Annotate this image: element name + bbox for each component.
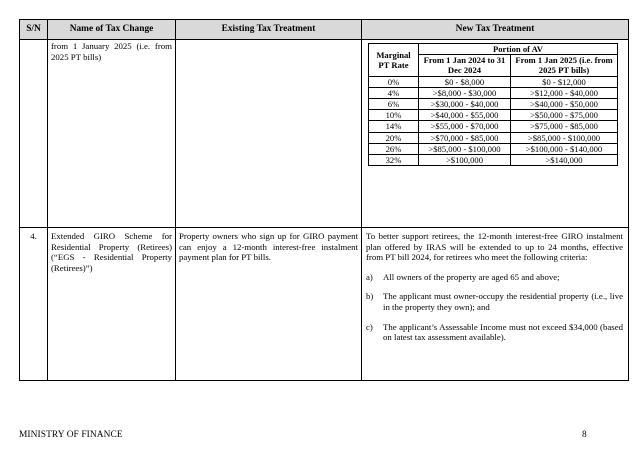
tax-changes-table xyxy=(19,19,629,381)
new-treatment-cell xyxy=(362,228,629,381)
criteria-list xyxy=(366,272,623,343)
name-cell: from 1 January 2025 (i.e. from 2025 PT bills) xyxy=(48,40,176,228)
criteria-marker: b) xyxy=(366,291,374,302)
portion-2025-cell: >$75,000 - $85,000 xyxy=(511,121,618,132)
rate-cell: 6% xyxy=(369,99,419,110)
criteria-marker: a) xyxy=(366,271,373,282)
portion-2024-cell: >$70,000 - $85,000 xyxy=(419,132,511,143)
table-row xyxy=(20,40,629,228)
table-row xyxy=(20,228,629,381)
rate-cell: 0% xyxy=(369,76,419,87)
header-new: New Tax Treatment xyxy=(362,20,629,40)
rate-cell: 4% xyxy=(369,87,419,98)
rate-row xyxy=(369,132,618,143)
rate-row xyxy=(369,87,618,98)
rates-header-portion: Portion of AV xyxy=(419,44,618,55)
existing-cell xyxy=(176,40,362,228)
criteria-text: The applicant must owner-occupy the residential property (i.e., live in the property they own); and xyxy=(383,291,623,312)
new-treatment-cell xyxy=(362,40,629,228)
portion-2024-cell: >$100,000 xyxy=(419,155,511,166)
portion-2024-cell: $0 - $8,000 xyxy=(419,76,511,87)
list-item xyxy=(366,322,623,343)
portion-2025-cell: >$85,000 - $100,000 xyxy=(511,132,618,143)
list-item xyxy=(366,272,623,283)
portion-2025-cell: >$140,000 xyxy=(511,155,618,166)
rate-cell: 14% xyxy=(369,121,419,132)
rates-header-2024: From 1 Jan 2024 to 31 Dec 2024 xyxy=(419,55,511,76)
rates-header-rate: Marginal PT Rate xyxy=(369,44,419,77)
portion-2025-cell: >$100,000 - $140,000 xyxy=(511,143,618,154)
header-sn: S/N xyxy=(20,20,48,40)
rate-cell: 10% xyxy=(369,110,419,121)
criteria-text: All owners of the property are aged 65 and above; xyxy=(383,271,560,282)
criteria-marker: c) xyxy=(366,321,373,332)
rate-cell: 26% xyxy=(369,143,419,154)
rate-row xyxy=(369,121,618,132)
rate-row xyxy=(369,76,618,87)
footer-ministry: MINISTRY OF FINANCE xyxy=(19,430,123,440)
list-item xyxy=(366,291,623,312)
portion-2025-cell: >$12,000 - $40,000 xyxy=(511,87,618,98)
portion-2024-cell: >$30,000 - $40,000 xyxy=(419,99,511,110)
portion-2024-cell: >$40,000 - $55,000 xyxy=(419,110,511,121)
portion-2024-cell: >$85,000 - $100,000 xyxy=(419,143,511,154)
page-number: 8 xyxy=(582,430,587,440)
portion-2025-cell: >$50,000 - $75,000 xyxy=(511,110,618,121)
row-sn-cell xyxy=(20,40,48,228)
portion-2025-cell: $0 - $12,000 xyxy=(511,76,618,87)
rates-header-2025: From 1 Jan 2025 (i.e. from 2025 PT bills) xyxy=(511,55,618,76)
row-sn-cell: 4. xyxy=(20,228,48,381)
rate-cell: 32% xyxy=(369,155,419,166)
portion-2025-cell: >$40,000 - $50,000 xyxy=(511,99,618,110)
portion-2024-cell: >$55,000 - $70,000 xyxy=(419,121,511,132)
name-cell: Extended GIRO Scheme for Residential Property (Retirees) (“EGS - Residential Property (Retirees)”) xyxy=(48,228,176,381)
rate-row xyxy=(369,155,618,166)
header-name: Name of Tax Change xyxy=(48,20,176,40)
new-treatment-intro: To better support retirees, the 12-month interest-free GIRO instalment plan offered by IRAS will be extended to up to 24 months, effective from PT bill 2024, for retirees who meet the following criteria: xyxy=(366,231,623,263)
rate-row xyxy=(369,143,618,154)
rate-row xyxy=(369,99,618,110)
criteria-text: The applicant’s Assessable Income must not exceed $34,000 (based on latest tax assessment available). xyxy=(383,321,623,343)
pt-rates-table xyxy=(368,43,618,166)
table-header-row xyxy=(20,20,629,40)
rate-cell: 20% xyxy=(369,132,419,143)
portion-2024-cell: >$8,000 - $30,000 xyxy=(419,87,511,98)
existing-cell: Property owners who sign up for GIRO payment can enjoy a 12-month interest-free instalment payment plan for PT bills. xyxy=(176,228,362,381)
rate-row xyxy=(369,110,618,121)
header-existing: Existing Tax Treatment xyxy=(176,20,362,40)
